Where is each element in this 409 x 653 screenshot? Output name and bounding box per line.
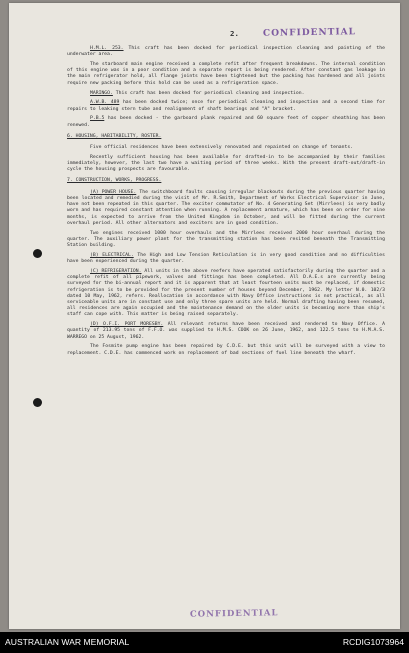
confidential-stamp-top: CONFIDENTIAL [262, 27, 357, 39]
archive-name: AUSTRALIAN WAR MEMORIAL [5, 637, 130, 647]
paragraph [67, 62, 385, 87]
paragraph-text: has been docked - the garboard plank repaired and 60 square feet of copper sheathing has been renewed. [67, 116, 385, 128]
paragraph-heading: P.B.5 [90, 116, 105, 122]
paragraph [67, 116, 385, 128]
confidential-stamp-bottom: CONFIDENTIAL [189, 608, 279, 620]
page-number: 2. [230, 29, 239, 38]
paragraph [67, 269, 385, 319]
document-page [9, 3, 400, 629]
archive-caption-bar [0, 632, 409, 653]
paragraph-text: This craft has been docked for periodical inspection cleaning and painting of the underwater area. [67, 46, 385, 58]
paragraph-text: This craft has been docked for periodical cleaning and inspection. [112, 90, 305, 96]
paragraph-text: All units in the above reefers have operated satisfactorily during the quarter and a complete refit of all pipework, valves and fittings has been completed. All D.A.E.s are currently being surveyed for the bi-annual report and it is apparent that at least fourteen units must be replaced, if domestic refrigeration is to be provided for the present number of houses beyond December, 1962. My letter N.0. 102/3 dated 10 May, 1962, refers. Reallocation in accordance with Navy Office instructions is not practical, as all serviceable units are in constant use and only three spare units are held. Normal drafting having been resumed, all residences are again occupied and the maintenance demand on the older units is becoming more than ship's staff can cope with. This matter is being raised separately. [67, 268, 386, 318]
paragraph-text: The switchboard faults causing irregular blackouts during the previous quarter having been located and remedied during the visit of Mr. R.Smith, Department of Works Electrical Supervisor in June, have not been repeated in this quarter. The exciter commutator of No. 4 Generating Set (Mirrlees) is very badly worn and has required constant attention when running. A replacement armature, which has been on order for nine months, is expected to arrive from the United Kingdom in October, and will be fitted during the current overhaul period. All other alternators and exciters are in good condition. [67, 189, 385, 226]
paragraph-heading: H.M.L. 253. [90, 46, 124, 51]
paragraph-text: has been docked twice; once for periodical cleaning and inspection and a second time for repairs to leaking stern tube and realignment of shaft bearings and "A" bracket. [67, 100, 385, 112]
paragraph [67, 100, 385, 112]
paragraph-text: All relevant returns have been received and rendered to Navy Office. A quantity of 213.95 tons of F.F.O. was supplied to H.M.S. COOK on 26 June, 1962, and 122.5 tons to H.M.A.S. WARREGO on 25 August, 1962. [67, 322, 385, 340]
paragraph [67, 344, 385, 356]
paragraph [67, 145, 385, 151]
paragraph-heading: (A) POWER HOUSE. [90, 189, 137, 195]
paragraph [67, 46, 385, 58]
paragraph [67, 155, 385, 174]
document-body [67, 46, 385, 361]
paragraph-text: The starboard main engine received a complete refit after frequent breakdowns. The internal condition of this engine was in a poor condition and a separate report is being rendered. After constant gas leakage in the main refrigerator hold, all flange joints have been tightened but the packing has hardened and all joints require new packing before this hold can be used as a refrigeration space. [67, 62, 385, 86]
paragraph [67, 322, 385, 341]
paragraph-heading: A.W.B. 489 [90, 100, 120, 106]
paragraph-heading: (C) REFRIGERATION. [90, 268, 142, 274]
paragraph [67, 190, 385, 227]
section-heading: 6. HOUSING, HABITABILITY, ROSTER. [67, 133, 162, 139]
paragraph-text: The High and Low Tension Reticulation is in very good condition and no difficulties have been experienced during the quarter. [67, 252, 386, 265]
paragraph-text: The Fosmite pump engine has been repaired by C.D.E. but this unit will be surveyed with a view to replacement. C.D.E. has commenced work on replacement of bad sections of fuel line beneath the wharf. [67, 344, 385, 356]
paragraph [67, 231, 385, 250]
punch-hole [33, 249, 42, 258]
section-heading: 7. CONSTRUCTION, WORKS, PROGRESS. [67, 178, 162, 184]
paragraph-heading: MARINGO. [90, 90, 113, 96]
paragraph-heading: (D) O.F.I. PORT MORESBY. [90, 322, 164, 328]
archive-reference: RCDIG1073964 [342, 637, 404, 647]
paragraph-text: Five official residences have been extensively renovated and repainted on change of tenants. [90, 145, 354, 150]
paragraph [67, 253, 385, 265]
paragraph-heading: (B) ELECTRICAL. [90, 252, 134, 258]
paragraph-text: Recently sufficient housing has been available for drafted-in to be accompanied by their families immediately, however, the last two have a waiting period of three weeks. With the present draft-out/draft-in cycle the housing prospects are favourable. [67, 154, 385, 173]
paragraph-text: Two engines received 1000 hour overhauls and the Mirrlees received 2000 hour overhaul during the quarter. The auxiliary power plant for the transmitting station has been resited beneath the Transmitting Station building. [67, 230, 385, 249]
paragraph [67, 91, 385, 97]
punch-hole [33, 398, 42, 407]
